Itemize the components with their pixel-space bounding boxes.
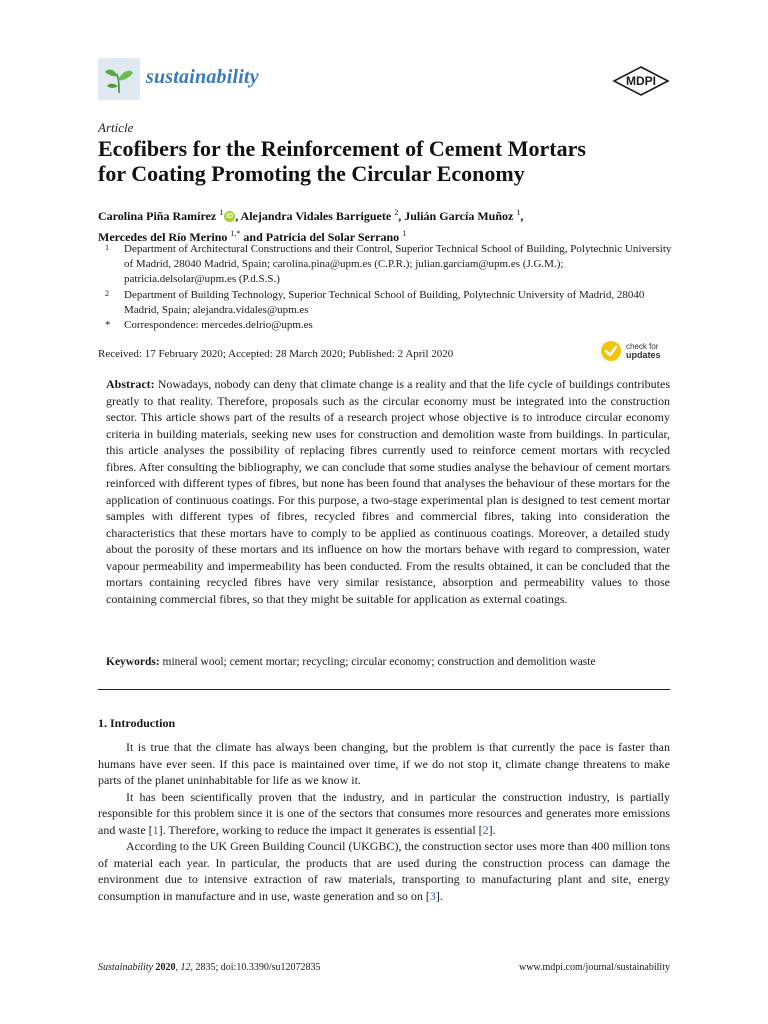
journal-logo <box>98 58 140 100</box>
affiliation-number: 2 <box>105 288 109 298</box>
keywords-label: Keywords: <box>106 656 160 668</box>
affiliation-item <box>98 318 678 333</box>
journal-name[interactable]: sustainability <box>146 66 259 88</box>
affiliation-marker: 1,* <box>230 229 241 238</box>
affiliation-marker: 2 <box>394 208 399 217</box>
footer-year: 2020 <box>155 962 176 973</box>
author-name[interactable]: Carolina Piña Ramírez <box>98 209 217 223</box>
correspondence-text[interactable]: Correspondence: mercedes.delrio@upm.es <box>124 319 313 332</box>
check-updates-line1: check for <box>626 342 659 351</box>
affiliation-number: 1 <box>105 243 109 252</box>
author-name[interactable]: Mercedes del Río Merino <box>98 230 228 244</box>
mdpi-logo[interactable] <box>612 66 670 96</box>
paragraph-text: According to the UK Green Building Council (UKGBC), the construction sector uses more than 400 million tons of material each year. In particular, the products that are used during the construction process can damage the environment due to intensive extraction of raw materials, transporting to manufacturing plant and site, energy consumption in manufacture and in use, waste generation and so on [ <box>98 839 670 903</box>
paragraph-text: ]. Therefore, working to reduce the impact it generates is essential [ <box>158 822 483 837</box>
paragraph-text: ]. <box>435 888 443 903</box>
title-line-1: Ecofibers for the Reinforcement of Cement Mortars <box>98 136 586 161</box>
affiliation-marker: 1 <box>516 208 521 217</box>
page-title <box>98 136 688 186</box>
author-separator: , <box>520 209 524 223</box>
check-updates-button[interactable] <box>600 338 680 364</box>
citation-link[interactable]: 2 <box>482 822 489 837</box>
keywords-text: mineral wool; cement mortar; recycling; circular economy; construction and demolition waste <box>159 656 596 668</box>
affiliation-text: Department of Architectural Constructions and their Control, Superior Technical School of Building, Polytechnic University of Madrid, 28040 Madrid, Spain; carolina.pina@upm.es (C.P.R.); julian.garciam@upm.es (J.G.M.); patricia.delsolar@upm.es (P.d.S.S.) <box>124 243 672 286</box>
footer-journal: Sustainability <box>98 962 153 973</box>
paragraph-text: ]. <box>488 822 496 837</box>
title-line-2: for Coating Promoting the Circular Economy <box>98 161 525 186</box>
check-updates-icon <box>600 340 622 362</box>
abstract-label: Abstract: <box>106 377 155 391</box>
article-type: Article <box>98 120 134 135</box>
mdpi-logo-text: MDPI <box>626 74 656 88</box>
citation-link[interactable]: 1 <box>152 822 159 837</box>
affiliation-marker: 1 <box>219 208 224 217</box>
paragraph <box>98 838 670 904</box>
citation-link[interactable]: 3 <box>429 888 436 903</box>
footer-citation: Sustainability 2020, 12, 2835; doi:10.3390/su12072835 <box>98 962 321 973</box>
paragraph: It is true that the climate has always been changing, but the problem is that currently the pace is faster than humans have ever seen. If this pace is maintained over time, if we do not stop it, climate change threatens to make parts of the planet uninhabitable for life as we know it. <box>98 740 670 787</box>
section-heading: 1. Introduction <box>98 716 176 730</box>
author-name[interactable]: and Patricia del Solar Serrano <box>240 230 400 244</box>
affiliation-list <box>98 242 678 333</box>
body-text <box>98 739 670 904</box>
footer-volume: 12 <box>180 962 191 973</box>
affiliation-number: * <box>105 319 111 332</box>
leaf-icon <box>102 62 136 96</box>
publication-dates: Received: 17 February 2020; Accepted: 28 March 2020; Published: 2 April 2020 <box>98 348 454 360</box>
paragraph <box>98 789 670 839</box>
author-name[interactable]: , Julián García Muñoz <box>398 209 514 223</box>
abstract-text: Nowadays, nobody can deny that climate change is a reality and that the life cycle of buildings contributes greatly to that reality. Therefore, proposals such as the circular economy must be integrated into the construction sector. This article shows part of the results of a research project whose objective is to introduce circular economy criteria in building materials, seeking new uses for construction and demolition waste from buildings. In particular, this article analyses the possibility of replacing fibres currently used to reinforce cement mortars with recycled fibres. After consulting the bibliography, we can conclude that some studies analyse the behaviour of cement mortars reinforced with different types of fibres, but none has been found that analyses the behaviour of these mortars for the application of continuous coatings. For this purpose, a two-stage experimental plan is designed to test cement mortar samples with different types of fibres, recycled fibres and commercial fibres, taking into consideration the characteristics that these mortars have to comply to be applied as continuous coatings. Moreover, a detailed study about the porosity of these mortars and its influence on how the mortars behave with regard to compression, water vapour permeability and impermeability has been conducted. From the results obtained, it can be concluded that the mortars containing recycled fibres have very similar resistance, absorption and permeability values to those containing commercial fibres, so that they might be suitable for application as external coatings. <box>106 377 670 606</box>
footer-doi[interactable]: , 2835; doi:10.3390/su12072835 <box>190 962 321 973</box>
affiliation-text: Department of Building Technology, Superior Technical School of Building, Polytechnic University of Madrid, 28040 Madrid, Spain; alejandra.vidales@upm.es <box>124 288 645 316</box>
affiliation-item <box>98 242 678 288</box>
abstract <box>106 376 670 607</box>
affiliation-item <box>98 288 678 318</box>
orcid-icon[interactable]: iD <box>226 213 234 220</box>
author-name[interactable]: , Alejandra Vidales Barriguete <box>235 209 392 223</box>
author-list <box>98 204 698 246</box>
check-updates-line2: updates <box>626 350 661 360</box>
footer-url[interactable]: www.mdpi.com/journal/sustainability <box>518 962 670 973</box>
paragraph-text: It has been scientifically proven that the industry, and in particular the construction industry, is partially responsible for this problem since it is one of the sectors that consumes more resources and generates more emissions and waste [ <box>98 789 670 837</box>
section-divider <box>98 689 670 690</box>
affiliation-marker: 1 <box>402 229 407 238</box>
keywords <box>106 654 686 670</box>
